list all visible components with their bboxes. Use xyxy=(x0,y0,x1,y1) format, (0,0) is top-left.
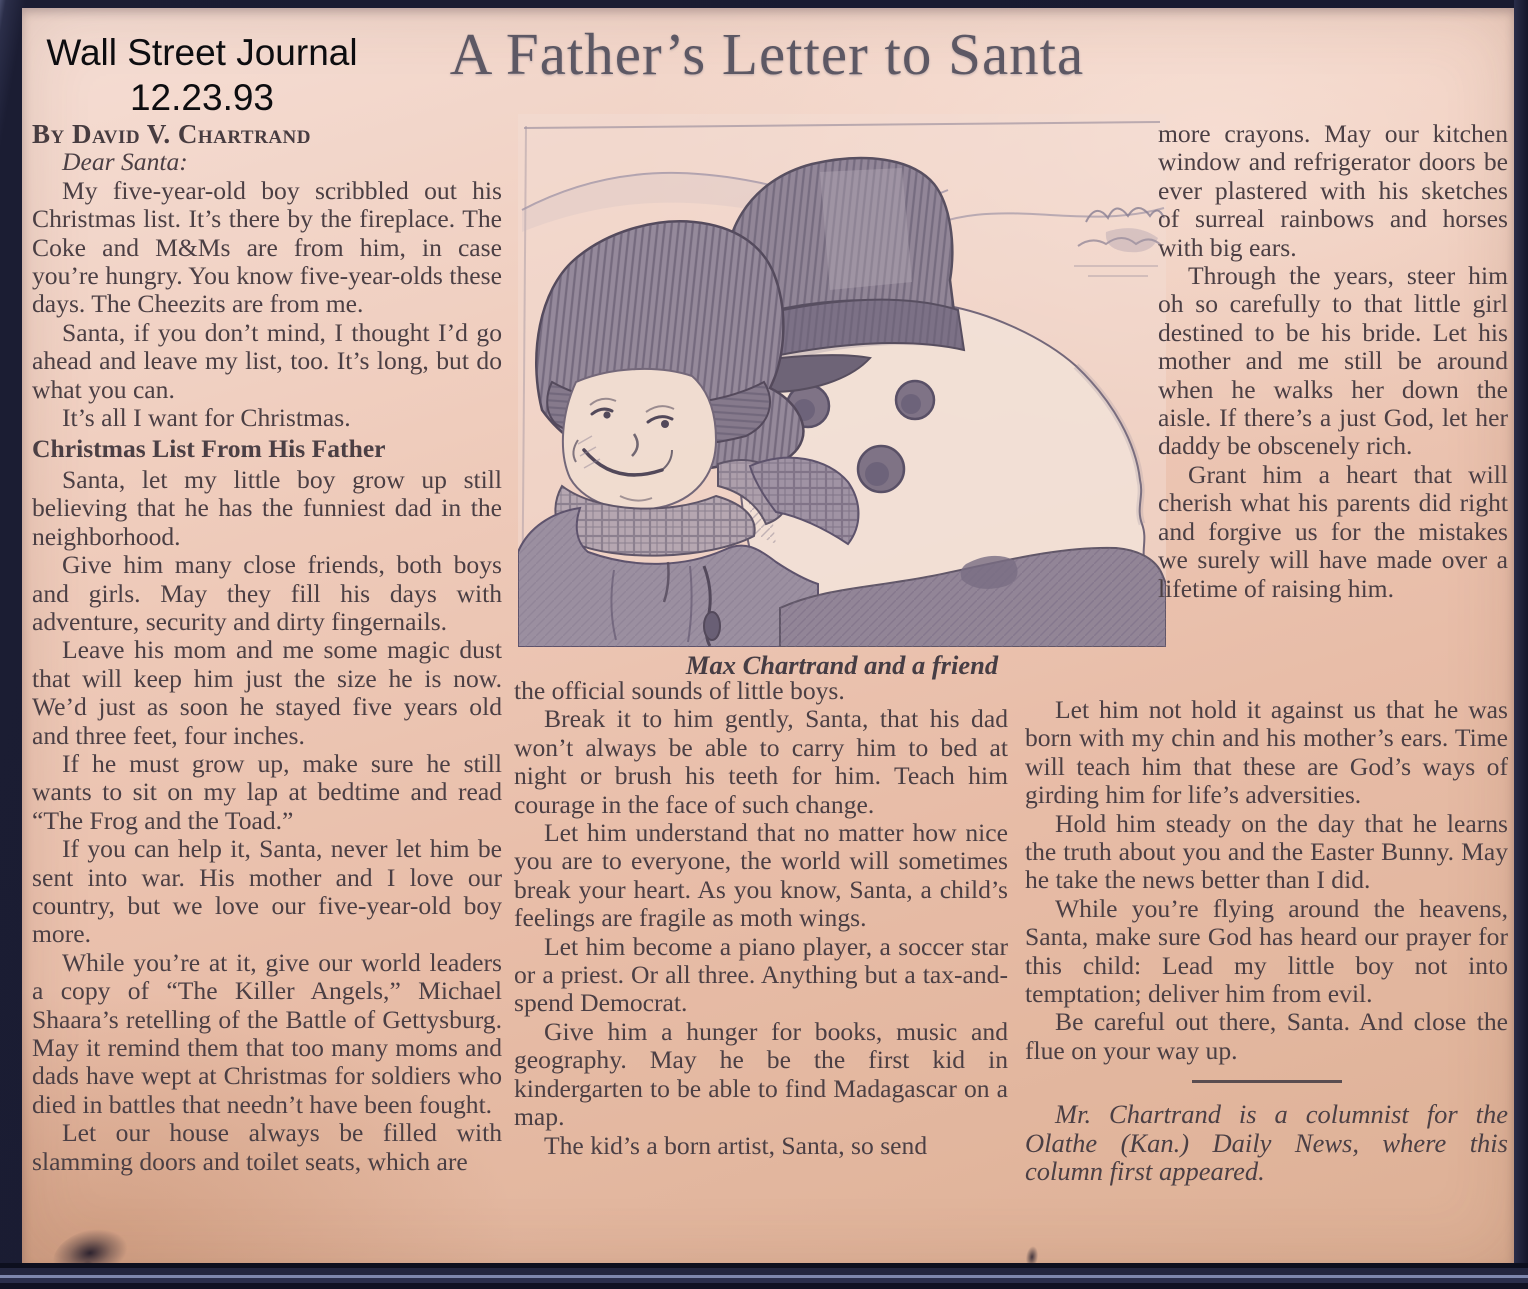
article-column-3-lower xyxy=(1025,696,1508,1262)
article-paragraph: Let him become a piano player, a soccer star or a priest. Or all three. Anything but a tax-and-spend Democrat. xyxy=(514,931,1008,1018)
article-paragraph: While you’re at it, give our world leaders a copy of “The Killer Angels,” Michael Shaara’s retelling of the Battle of Gettysburg. May it remind them that too many moms and dads have wept at Christmas for soldiers who died in battles that needn’t have been fought. xyxy=(32,947,502,1119)
article-paragraph: Through the years, steer him oh so carefully to that little girl destined to be his bride. Let his mother and me still be around when he walks her down the aisle. If there’s a just God, let her daddy be obscenely rich. xyxy=(1158,261,1508,461)
article-paragraph: Grant him a heart that will cherish what his parents did right and forgive us for the mistakes we surely will have made over a lifetime of raising him. xyxy=(1158,459,1508,603)
frame-right-edge xyxy=(1514,0,1528,1289)
article-column-3-upper xyxy=(1158,120,1508,702)
article-paragraph: Let him not hold it against us that he was born with my chin and his mother’s ears. Time will teach him that these are God’s ways of girding him for life’s adversities. xyxy=(1025,696,1508,810)
article-paragraph: Let our house always be filled with slamming doors and toilet seats, which are xyxy=(32,1118,502,1176)
article-column-2 xyxy=(514,677,1008,1259)
article-paragraph: Give him many close friends, both boys and girls. May they fill his days with adventure, security and dirty fingernails. xyxy=(32,550,502,636)
illustration-caption: Max Chartrand and a friend xyxy=(685,650,999,680)
article-paragraph: Break it to him gently, Santa, that his dad won’t always be able to carry him to bed at night or brush his teeth for him. Teach him courage in the face of such change. xyxy=(514,704,1008,819)
article-paragraph: Let him understand that no matter how nice you are to everyone, the world will sometimes break your heart. As you know, Santa, a child’s feelings are fragile as moth wings. xyxy=(514,818,1008,933)
bio-divider xyxy=(1192,1080,1342,1083)
source-annotation-publication: Wall Street Journal xyxy=(46,32,358,73)
article-paragraph: It’s all I want for Christmas. xyxy=(62,403,351,433)
boy-face xyxy=(563,369,716,510)
article-paragraph: Give him a hunger for books, music and geography. May he be the first kid in kindergarten to be able to find Madagascar on a map. xyxy=(514,1016,1008,1132)
article-byline: By David V. Chartrand xyxy=(32,120,311,149)
article-paragraph: My five-year-old boy scribbled out his Christmas list. It’s there by the fireplace. The Coke and M&Ms are from him, in case you’re hungry. You know five-year-olds these days. The Cheezits are from me. xyxy=(32,175,502,319)
author-bio: Mr. Chartrand is a columnist for the Olathe (Kan.) Daily News, where this column first appeared. xyxy=(1025,1099,1508,1187)
article-paragraph: Santa, if you don’t mind, I thought I’d go ahead and leave my list, too. It’s long, but do what you can. xyxy=(32,317,502,404)
sketch-drawing xyxy=(518,114,1166,647)
frame-bottom-edge xyxy=(0,1263,1528,1289)
article-paragraph: Hold him steady on the day that he learns the truth about you and the Easter Bunny. May he take the news better than I did. xyxy=(1025,808,1508,895)
newspaper-clipping xyxy=(22,8,1514,1265)
article-paragraph: Be careful out there, Santa. And close the flue on your way up. xyxy=(1025,1007,1508,1065)
article-paragraph: Santa, let my little boy grow up still believing that he has the funniest dad in the neighborhood. xyxy=(32,464,502,551)
coat-toggle xyxy=(704,612,720,640)
article-salutation: Dear Santa: xyxy=(62,147,188,177)
source-annotation-date: 12.23.93 xyxy=(129,77,275,118)
article-column-1 xyxy=(32,120,502,1260)
article-headline: A Father’s Letter to Santa xyxy=(449,21,1085,87)
article-paragraph: Leave his mom and me some magic dust that will keep him just the size he is now. We’d just as soon he stayed five years old and three feet, four inches. xyxy=(32,635,502,750)
article-subhead: Christmas List From His Father xyxy=(32,434,386,464)
article-paragraph: more crayons. May our kitchen window and refrigerator doors be ever plastered with his sketches of surreal rainbows and horses with big ears. xyxy=(1158,120,1508,262)
article-paragraph: If you can help it, Santa, never let him be sent into war. His mother and I love our country, but we love our five-year-old boy more. xyxy=(32,834,502,949)
source-annotation xyxy=(34,30,370,120)
article-paragraph: the official sounds of little boys. xyxy=(514,677,845,705)
article-paragraph: The kid’s a born artist, Santa, so send xyxy=(544,1130,928,1160)
boy-and-snowman-sketch xyxy=(518,114,1166,647)
article-paragraph: While you’re flying around the heavens, Santa, make sure God has heard our prayer for this child: Lead my little boy not into temptation; deliver him from evil. xyxy=(1025,893,1508,1009)
article-paragraph: If he must grow up, make sure he still wants to sit on my lap at bedtime and read “The Frog and the Toad.” xyxy=(32,748,502,835)
